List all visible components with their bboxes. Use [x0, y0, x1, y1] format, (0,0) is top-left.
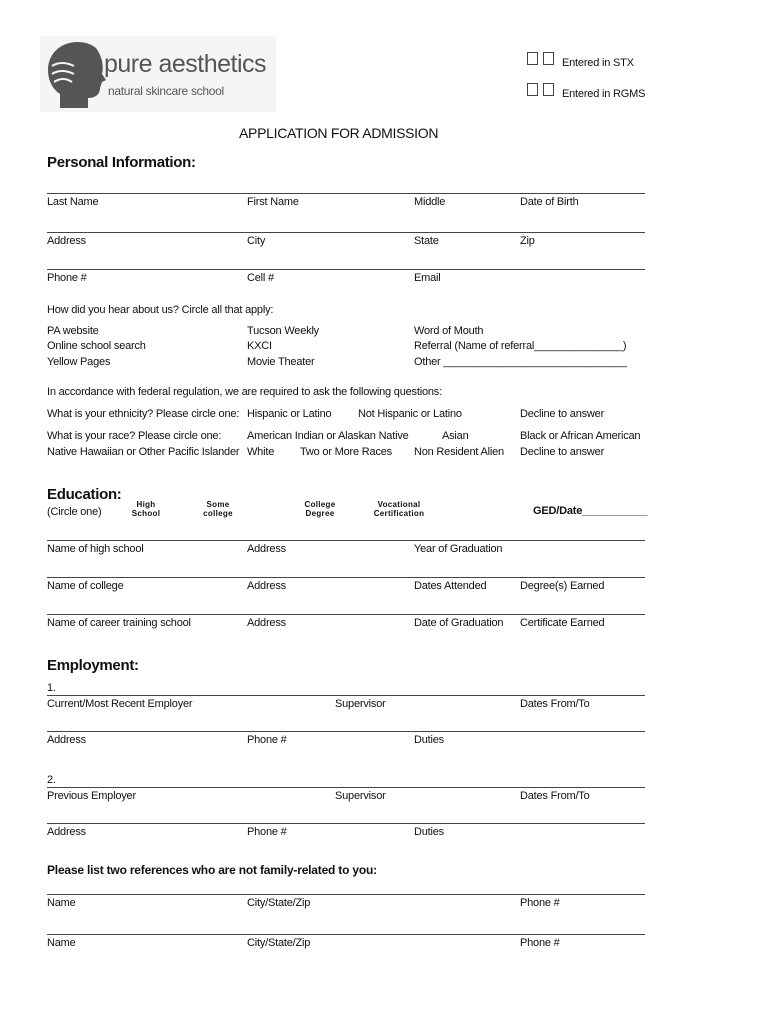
- dates-field[interactable]: Dates From/To: [520, 790, 590, 802]
- race-option[interactable]: American Indian or Alaskan Native: [247, 430, 409, 442]
- dob-field[interactable]: Date of Birth: [520, 196, 579, 208]
- reference-city-field[interactable]: City/State/Zip: [247, 937, 311, 949]
- rgms-checkbox[interactable]: [527, 83, 538, 96]
- race-option[interactable]: Native Hawaiian or Other Pacific Islander: [47, 446, 240, 458]
- race-option[interactable]: Asian: [442, 430, 469, 442]
- ethnicity-question: What is your ethnicity? Please circle one:: [47, 408, 240, 420]
- career-address-field[interactable]: Address: [247, 617, 286, 629]
- race-option[interactable]: Two or More Races: [300, 446, 392, 458]
- dates-attended-field[interactable]: Dates Attended: [414, 580, 487, 592]
- employer-number: 2.: [47, 774, 56, 786]
- email-field[interactable]: Email: [414, 272, 441, 284]
- divider: [47, 540, 645, 541]
- reference-phone-field[interactable]: Phone #: [520, 897, 560, 909]
- references-heading: Please list two references who are not family-related to you:: [47, 863, 377, 877]
- federal-note: In accordance with federal regulation, we are required to ask the following questions:: [47, 386, 442, 398]
- supervisor-field[interactable]: Supervisor: [335, 790, 386, 802]
- other-field[interactable]: Other _______________________________: [414, 356, 627, 368]
- stx-checkbox-2[interactable]: [543, 52, 554, 65]
- edu-option-some-college[interactable]: Some college: [203, 500, 233, 518]
- first-name-field[interactable]: First Name: [247, 196, 299, 208]
- ethnicity-option[interactable]: Decline to answer: [520, 408, 605, 420]
- employment-heading: Employment:: [47, 657, 139, 674]
- duties-field[interactable]: Duties: [414, 734, 444, 746]
- reference-name-field[interactable]: Name: [47, 897, 76, 909]
- previous-employer-field[interactable]: Previous Employer: [47, 790, 136, 802]
- hs-address-field[interactable]: Address: [247, 543, 286, 555]
- last-name-field[interactable]: Last Name: [47, 196, 99, 208]
- hear-option[interactable]: PA website: [47, 325, 99, 337]
- dates-field[interactable]: Dates From/To: [520, 698, 590, 710]
- employer-phone-field[interactable]: Phone #: [247, 734, 287, 746]
- hear-option[interactable]: Movie Theater: [247, 356, 315, 368]
- duties-field[interactable]: Duties: [414, 826, 444, 838]
- hear-question: How did you hear about us? Circle all that apply:: [47, 304, 274, 316]
- ethnicity-option[interactable]: Not Hispanic or Latino: [358, 408, 462, 420]
- hs-graduation-field[interactable]: Year of Graduation: [414, 543, 503, 555]
- divider: [47, 577, 645, 578]
- zip-field[interactable]: Zip: [520, 235, 535, 247]
- divider: [47, 614, 645, 615]
- city-field[interactable]: City: [247, 235, 266, 247]
- edu-option-high-school[interactable]: High School: [131, 500, 161, 518]
- reference-name-field[interactable]: Name: [47, 937, 76, 949]
- reference-phone-field[interactable]: Phone #: [520, 937, 560, 949]
- state-field[interactable]: State: [414, 235, 439, 247]
- divider: [47, 731, 645, 732]
- supervisor-field[interactable]: Supervisor: [335, 698, 386, 710]
- personal-heading: Personal Information:: [47, 154, 196, 171]
- circle-one-note: (Circle one): [47, 506, 102, 518]
- divider: [47, 823, 645, 824]
- ged-field[interactable]: GED/Date___________: [533, 505, 648, 517]
- referral-field[interactable]: Referral (Name of referral_______________): [414, 340, 627, 352]
- race-question: What is your race? Please circle one:: [47, 430, 222, 442]
- entered-stx-label: Entered in STX: [562, 57, 634, 69]
- edu-option-college-degree[interactable]: College Degree: [304, 500, 336, 518]
- race-option[interactable]: Black or African American: [520, 430, 641, 442]
- race-option[interactable]: Non Resident Alien: [414, 446, 504, 458]
- hear-option[interactable]: Word of Mouth: [414, 325, 484, 337]
- logo-name: pure aesthetics: [104, 50, 267, 78]
- address-field[interactable]: Address: [47, 235, 86, 247]
- divider: [47, 193, 645, 194]
- phone-field[interactable]: Phone #: [47, 272, 87, 284]
- reference-city-field[interactable]: City/State/Zip: [247, 897, 311, 909]
- college-address-field[interactable]: Address: [247, 580, 286, 592]
- certificate-field[interactable]: Certificate Earned: [520, 617, 605, 629]
- page-title: APPLICATION FOR ADMISSION: [239, 125, 439, 141]
- school-logo: [40, 36, 276, 112]
- career-graduation-field[interactable]: Date of Graduation: [414, 617, 504, 629]
- employer-phone-field[interactable]: Phone #: [247, 826, 287, 838]
- edu-option-vocational[interactable]: Vocational Certification: [373, 500, 425, 518]
- employer-address-field[interactable]: Address: [47, 826, 86, 838]
- career-school-field[interactable]: Name of career training school: [47, 617, 191, 629]
- divider: [47, 232, 645, 233]
- hear-option[interactable]: Yellow Pages: [47, 356, 111, 368]
- employer-address-field[interactable]: Address: [47, 734, 86, 746]
- divider: [47, 787, 645, 788]
- hear-option[interactable]: Tucson Weekly: [247, 325, 319, 337]
- logo-tagline: natural skincare school: [108, 84, 224, 98]
- race-option[interactable]: Decline to answer: [520, 446, 605, 458]
- divider: [47, 695, 645, 696]
- cell-field[interactable]: Cell #: [247, 272, 274, 284]
- ethnicity-option[interactable]: Hispanic or Latino: [247, 408, 332, 420]
- degree-field[interactable]: Degree(s) Earned: [520, 580, 605, 592]
- high-school-field[interactable]: Name of high school: [47, 543, 144, 555]
- divider: [47, 269, 645, 270]
- hear-option[interactable]: KXCI: [247, 340, 272, 352]
- hear-option[interactable]: Online school search: [47, 340, 146, 352]
- stx-checkbox[interactable]: [527, 52, 538, 65]
- education-heading: Education:: [47, 486, 122, 503]
- employer-number: 1.: [47, 682, 56, 694]
- divider: [47, 934, 645, 935]
- divider: [47, 894, 645, 895]
- race-option[interactable]: White: [247, 446, 275, 458]
- rgms-checkbox-2[interactable]: [543, 83, 554, 96]
- middle-field[interactable]: Middle: [414, 196, 446, 208]
- entered-rgms-label: Entered in RGMS: [562, 88, 646, 100]
- current-employer-field[interactable]: Current/Most Recent Employer: [47, 698, 193, 710]
- college-field[interactable]: Name of college: [47, 580, 124, 592]
